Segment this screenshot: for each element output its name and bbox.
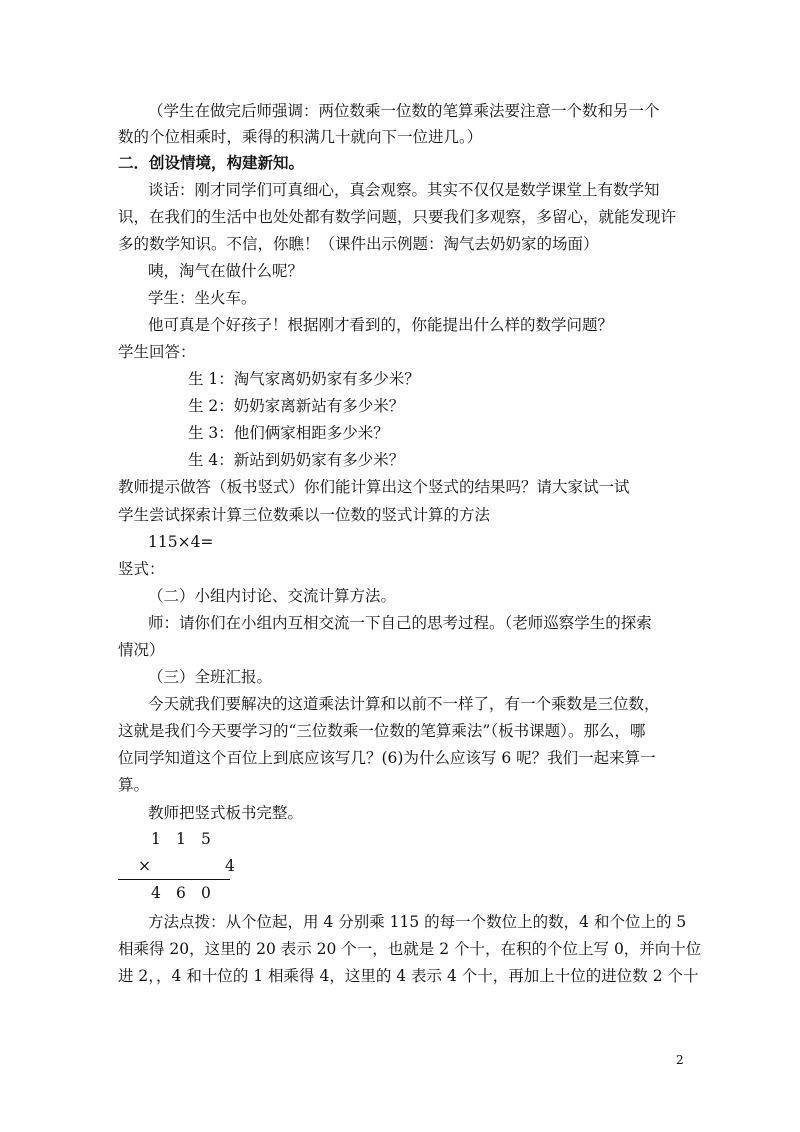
text-line: 方法点拨：从个位起，用 4 分别乘 115 的每一个数位上的数，4 和个位上的 5: [148, 913, 687, 931]
text-line: 今天就我们要解决的这道乘法计算和以前不一样了，有一个乘数是三位数，: [148, 695, 660, 713]
vertical-digit: 4: [225, 857, 235, 875]
text-line: 生 4：新站到奶奶家有多少米？: [188, 451, 405, 469]
times-sign: ×: [138, 857, 151, 875]
text-line: 谈话：刚才同学们可真细心，真会观察。其实不仅仅是数学课堂上有数学知: [148, 181, 660, 199]
text-line: 生 3：他们俩家相距多少米？: [188, 424, 389, 442]
vertical-digit: 1: [176, 830, 186, 848]
vertical-digit: 0: [201, 884, 211, 902]
text-line: 识，在我们的生活中也处处都有数学问题，只要我们多观察，多留心，就能发现许: [118, 208, 677, 226]
vertical-digit: 4: [151, 884, 161, 902]
vertical-rule: [118, 879, 230, 880]
text-line: 咦，淘气在做什么呢？: [148, 262, 304, 280]
vertical-digit: 6: [176, 884, 186, 902]
text-line: 生 1：淘气家离奶奶家有多少米？: [188, 370, 420, 388]
text-line: 学生：坐火车。: [148, 289, 257, 307]
text-line: 生 2：奶奶家离新站有多少米？: [188, 397, 405, 415]
section-heading: 二．创设情境，构建新知。: [118, 153, 305, 172]
text-line: 学生回答：: [118, 343, 196, 361]
text-line: （三）全班汇报。: [148, 668, 273, 686]
text-line: 情况）: [118, 641, 165, 659]
text-line: 数的个位相乘时，乘得的积满几十就向下一位进几。）: [118, 128, 483, 146]
text-line: 多的数学知识。不信，你瞧！（课件出示例题：淘气去奶奶家的场面）: [118, 235, 599, 253]
vertical-digit: 5: [201, 830, 211, 848]
text-line: 算。: [118, 776, 150, 794]
text-line: 他可真是个好孩子！根据刚才看到的，你能提出什么样的数学问题？: [148, 316, 614, 334]
text-line: （学生在做完后师强调：两位数乘一位数的笔算乘法要注意一个数和另一个: [148, 102, 660, 120]
text-line: 位同学知道这个百位上到底应该写几？(6)为什么应该写 6 呢？我们一起来算一: [118, 749, 656, 767]
text-line: 这就是我们今天要学习的“三位数乘一位数的笔算乘法”（板书课题）。那么，哪: [118, 722, 646, 740]
text-line: 115×4=: [148, 533, 214, 551]
text-line: 学生尝试探索计算三位数乘以一位数的竖式计算的方法: [118, 506, 491, 524]
text-line: 竖式：: [118, 560, 165, 578]
text-line: 教师把竖式板书完整。: [148, 804, 304, 822]
text-line: （二）小组内讨论、交流计算方法。: [148, 587, 397, 605]
text-line: 进 2，，4 和十位的 1 相乘得 4，这里的 4 表示 4 个十，再加上十位的进位数 2 个十: [118, 967, 699, 985]
text-line: 相乘得 20，这里的 20 表示 20 个一，也就是 2 个十，在积的个位上写 0，并向十位: [118, 940, 702, 958]
text-line: 教师提示做答（板书竖式）你们能计算出这个竖式的结果吗？请大家试一试: [118, 478, 630, 496]
page-number: 2: [676, 1053, 684, 1067]
vertical-digit: 1: [151, 830, 161, 848]
text-line: 师：请你们在小组内互相交流一下自己的思考过程。（老师巡察学生的探索: [148, 614, 652, 632]
